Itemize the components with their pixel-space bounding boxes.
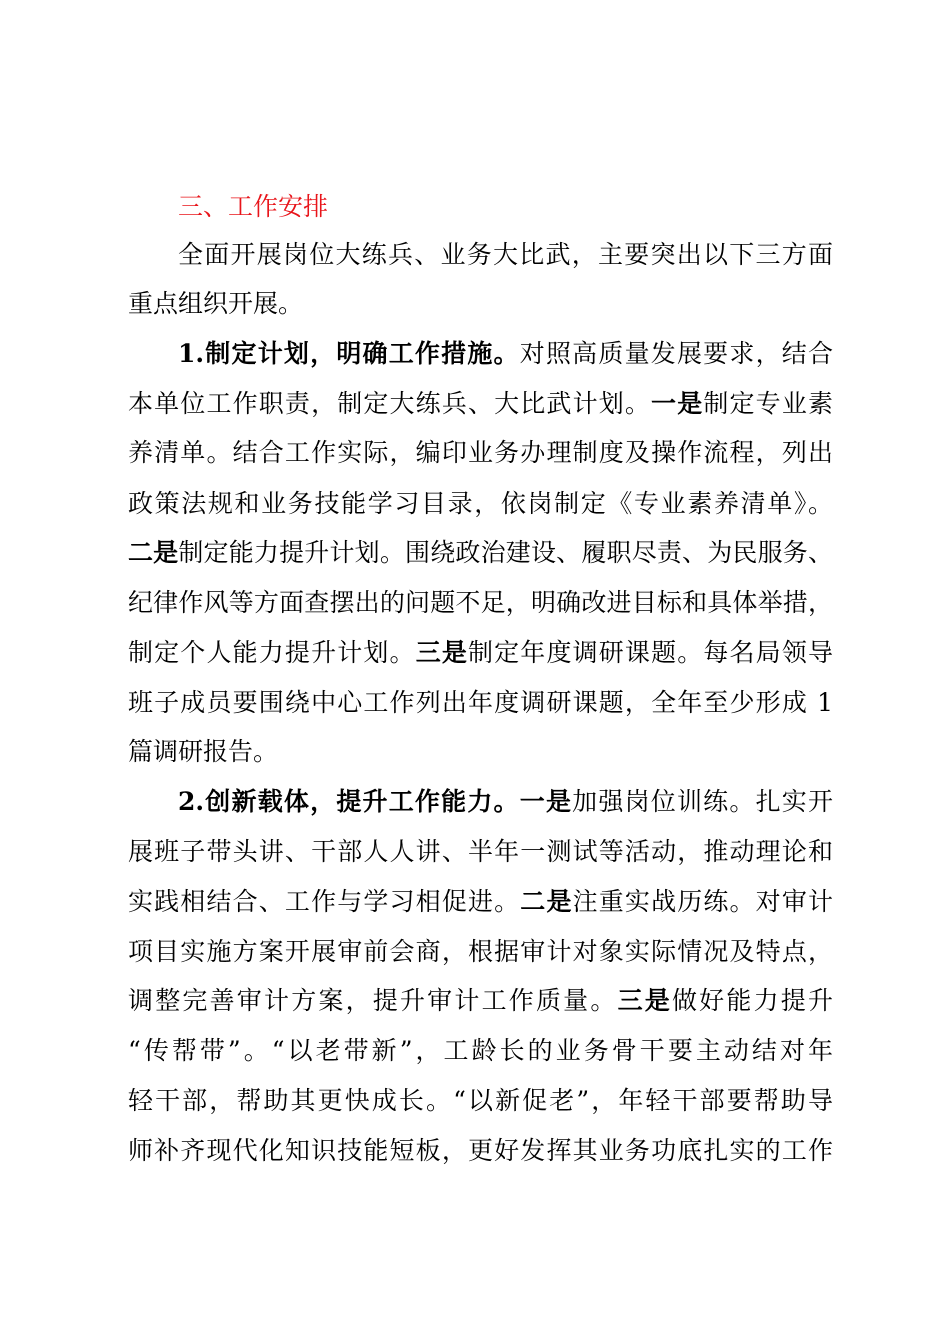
item2-line-3: 实践相结合、工作与学习相促进。二是注重实战历练。对审计 (128, 887, 833, 916)
item1-line-6: 纪律作风等方面查摆出的问题不足，明确改进目标和具体举措， (128, 588, 833, 617)
item1-line-2: 本单位工作职责，制定大练兵、大比武计划。一是制定专业素 (128, 389, 833, 418)
item2-line-5: 调整完善审计方案，提升审计工作质量。三是做好能力提升 (128, 986, 833, 1015)
item1-line-7: 制定个人能力提升计划。三是制定年度调研课题。每名局领导 (128, 638, 833, 667)
section-heading: 三、工作安排 (178, 192, 329, 221)
item2-line-1: 2.创新载体，提升工作能力。一是加强岗位训练。扎实开 (178, 787, 833, 816)
item2-title: 2.创新载体，提升工作能力。一是 (178, 787, 573, 816)
intro-line-2: 重点组织开展。 (128, 289, 304, 318)
item1-line-3: 养清单。结合工作实际，编印业务办理制度及操作流程，列出 (128, 438, 833, 467)
item2-line-8: 师补齐现代化知识技能短板，更好发挥其业务功底扎实的工作 (128, 1136, 833, 1165)
intro-line-1: 全面开展岗位大练兵、业务大比武，主要突出以下三方面 (178, 240, 833, 269)
item1-line-5: 二是制定能力提升计划。围绕政治建设、履职尽责、为民服务、 (128, 538, 833, 567)
item1-title: 1.制定计划，明确工作措施。 (178, 339, 520, 368)
item2-line-2: 展班子带头讲、干部人人讲、半年一测试等活动，推动理论和 (128, 837, 833, 866)
item1-line-9: 篇调研报告。 (128, 737, 279, 766)
item2-line-6: “传帮带”。“以老带新”，工龄长的业务骨干要主动结对年 (128, 1036, 833, 1065)
item1-line-8: 班子成员要围绕中心工作列出年度调研课题，全年至少形成 1 (128, 688, 833, 717)
item1-line-1: 1.制定计划，明确工作措施。对照高质量发展要求，结合 (178, 339, 833, 368)
item2-line-4: 项目实施方案开展审前会商，根据审计对象实际情况及特点， (128, 937, 833, 966)
item1-line-4: 政策法规和业务技能学习目录，依岗制定《专业素养清单》。 (128, 489, 833, 518)
item2-line-7: 轻干部，帮助其更快成长。“以新促老”，年轻干部要帮助导 (128, 1086, 833, 1115)
